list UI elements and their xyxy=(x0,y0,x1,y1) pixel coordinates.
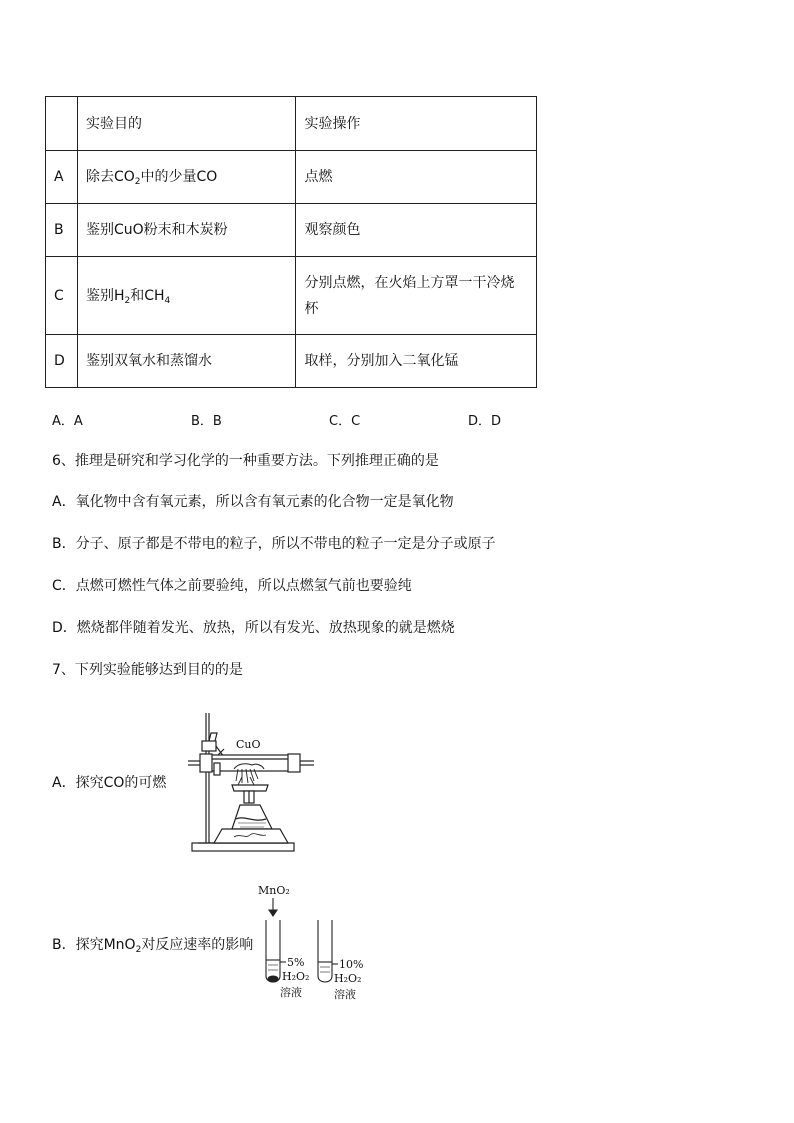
table-row xyxy=(46,257,537,335)
tube1-reagent: H₂O₂ xyxy=(282,970,310,983)
q6-option-a[interactable]: A．氧化物中含有氧元素，所以含有氧元素的化合物一定是氧化物 xyxy=(52,494,454,510)
q5-option-d[interactable]: D．D xyxy=(468,414,502,429)
q5-option-a[interactable]: A．A xyxy=(52,414,83,429)
tube1-concentration: 5% xyxy=(287,956,305,969)
q7-option-a[interactable]: A．探究CO的可燃 xyxy=(52,775,167,791)
row-label: B xyxy=(46,204,78,257)
table-header-blank xyxy=(46,97,78,151)
row-label: A xyxy=(46,151,78,204)
tube2-solution: 溶液 xyxy=(334,988,356,1001)
tube2-concentration: 10% xyxy=(339,958,364,971)
q5-option-c[interactable]: C．C xyxy=(329,414,361,429)
row-operation: 取样，分别加入二氧化锰 xyxy=(296,335,537,388)
table-row xyxy=(46,204,537,257)
q6-stem: 6、推理是研究和学习化学的一种重要方法。下列推理正确的是 xyxy=(52,453,439,469)
mno2-label: MnO₂ xyxy=(258,884,290,897)
table-row xyxy=(46,335,537,388)
table-row xyxy=(46,151,537,204)
experiment-table xyxy=(45,96,537,388)
q6-option-c[interactable]: C．点燃可燃性气体之前要验纯，所以点燃氢气前也要验纯 xyxy=(52,578,412,594)
row-purpose: 鉴别CuO粉末和木炭粉 xyxy=(77,204,296,257)
cuo-label: CuO xyxy=(236,738,261,751)
row-operation: 分别点燃，在火焰上方罩一干冷烧杯 xyxy=(296,257,537,335)
row-operation: 观察颜色 xyxy=(296,204,537,257)
mno2-rate-figure xyxy=(252,880,372,1005)
row-purpose: 除去$CO_2$中的少量CO xyxy=(77,151,296,204)
row-purpose: 鉴别双氧水和蒸馏水 xyxy=(77,335,296,388)
co-combustion-apparatus-figure xyxy=(180,705,320,857)
table-header-purpose: 实验目的 xyxy=(77,97,296,151)
q6-option-b[interactable]: B．分子、原子都是不带电的粒子，所以不带电的粒子一定是分子或原子 xyxy=(52,536,496,552)
tube2-reagent: H₂O₂ xyxy=(334,972,362,985)
row-purpose: 鉴别$H_2$和$CH_4$ xyxy=(77,257,296,335)
q7-stem: 7、下列实验能够达到目的的是 xyxy=(52,662,243,678)
q5-option-b[interactable]: B．B xyxy=(191,414,222,429)
row-operation: 点燃 xyxy=(296,151,537,204)
row-label: D xyxy=(46,335,78,388)
table-header-operation: 实验操作 xyxy=(296,97,537,151)
q7-option-b[interactable]: B．探究MnO$_2$对反应速率的影响 xyxy=(52,937,254,955)
tube1-solution: 溶液 xyxy=(280,986,302,999)
table-header-row xyxy=(46,97,537,151)
row-label: C xyxy=(46,257,78,335)
q6-option-d[interactable]: D．燃烧都伴随着发光、放热，所以有发光、放热现象的就是燃烧 xyxy=(52,620,455,636)
